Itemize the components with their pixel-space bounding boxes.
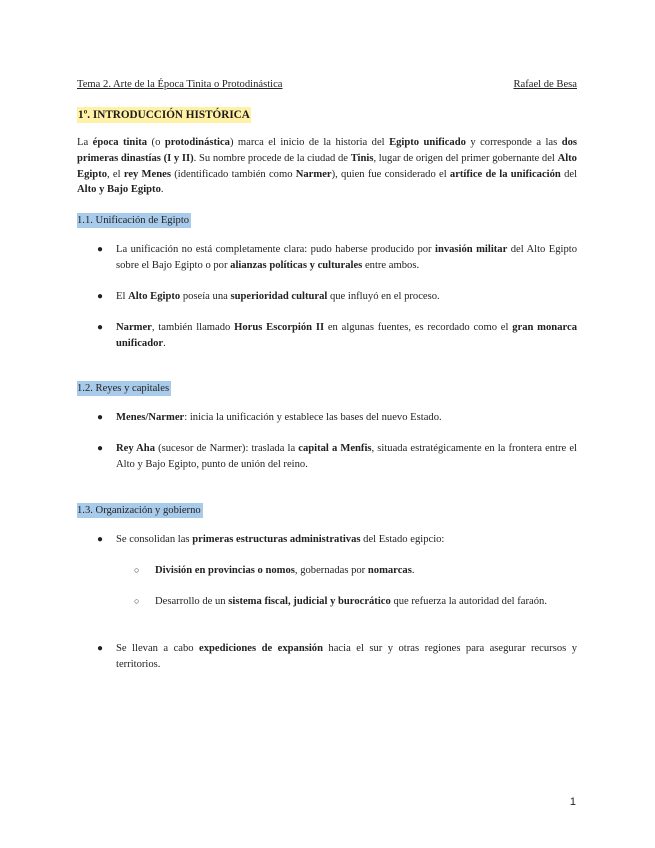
circle-bullet-icon: ○	[134, 596, 140, 606]
section-heading-introduccion: 1º. INTRODUCCIÓN HISTÓRICA	[78, 109, 250, 121]
bullet-icon: ●	[97, 412, 104, 423]
list-item: ● Se llevan a cabo expediciones de expansión hacia el sur y otras regiones para asegurar recursos y territorios.	[97, 643, 577, 670]
intro-paragraph: La época tinita (o protodinástica) marca el inicio de la historia del Egipto unificado y corresponde a las dos primeras dinastías (I y II). Su nombre procede de la ciudad de Tinis, lugar de origen del primer gobernante del Alto Egipto, el rey Menes (identificado también como Narmer), quien fue considerado el artífice de la unificación del Alto y Bajo Egipto.	[77, 137, 578, 196]
list-item: ● Se consolidan las primeras estructuras administrativas del Estado egipcio:	[116, 532, 577, 548]
bullet-icon: ●	[97, 291, 104, 302]
bullet-icon: ●	[97, 643, 104, 654]
sub-list-item: ○ División en provincias o nomos, gobernadas por nomarcas.	[155, 563, 577, 579]
bullet-icon: ●	[97, 244, 104, 255]
list-item: ● El Alto Egipto poseía una superioridad cultural que influyó en el proceso.	[116, 289, 577, 305]
list-item: ● La unificación no está completamente clara: pudo haberse producido por invasión militar del Alto Egipto sobre el Bajo Egipto o por alianzas políticas y culturales entre ambos.	[97, 244, 578, 271]
list-item: ● Narmer, también llamado Horus Escorpión II en algunas fuentes, es recordado como el gran monarca unificador.	[97, 322, 577, 349]
subsection-heading-reyes: 1.2. Reyes y capitales	[77, 383, 170, 394]
bullet-icon: ●	[97, 322, 104, 333]
bullet-icon: ●	[97, 443, 104, 454]
list-item: ● Rey Aha (sucesor de Narmer): traslada la capital a Menfis, situada estratégicamente en la frontera entre el Alto y Bajo Egipto, punto de unión del reino.	[97, 443, 577, 470]
sub-list-item: ○ Desarrollo de un sistema fiscal, judicial y burocrático que refuerza la autoridad del faraón.	[155, 594, 577, 610]
bullet-icon: ●	[97, 534, 104, 545]
subsection-heading-organizacion: 1.3. Organización y gobierno	[77, 505, 201, 516]
subsection-heading-unificacion: 1.1. Unificación de Egipto	[77, 215, 190, 226]
header-author: Rafael de Besa	[513, 79, 577, 90]
page-header	[77, 78, 577, 92]
header-topic: Tema 2. Arte de la Época Tinita o Protodinástica	[77, 79, 283, 90]
circle-bullet-icon: ○	[134, 565, 140, 575]
list-item: ● Menes/Narmer: inicia la unificación y establece las bases del nuevo Estado.	[116, 410, 577, 426]
page-number: 1	[569, 796, 576, 808]
